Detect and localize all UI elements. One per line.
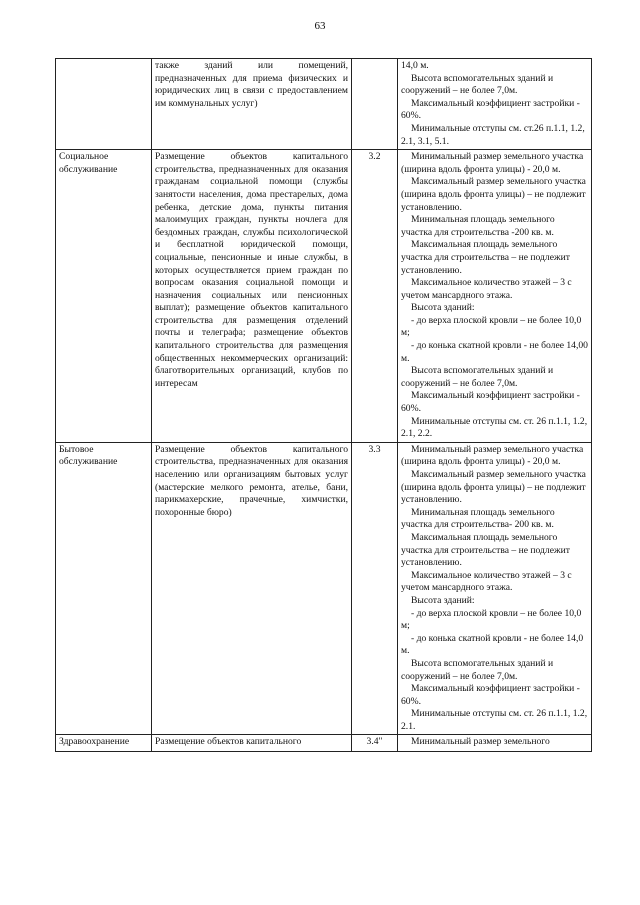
use-description: Размещение объектов капитального строительства, предназначенных для оказания населению или организациям бытовых услуг (мастерские мелкого ремонта, ателье, бани, парикмахерские, прачечные, химчистки, похоронные бюро) [152,442,352,735]
parameter-line: - до конька скатной кровли - не более 14,00 м. [401,340,588,364]
parameter-line: Минимальная площадь земельного участка для строительства- 200 кв. м. [401,506,555,531]
use-description: Размещение объектов капитального [152,735,352,752]
parameter-line: Высота вспомогательных зданий и сооружений – не более 7,0м. [401,72,554,97]
parameter-line: Максимальная площадь земельного участка для строительства – не подлежит установлению. [401,531,570,569]
parameter-line: Высота зданий: [411,302,475,314]
parameter-line: Минимальные отступы см. ст. 26 п.1.1, 1.2, 2.1. [401,708,588,732]
parameter-line: Максимальный коэффициент застройки - 60%. [401,390,580,415]
parameter-line: - до верха плоской кровли – не более 10,0 м; [401,607,582,632]
use-code: 3.3 [352,442,398,735]
table-row [56,59,592,150]
use-type-name: Здравоохранение [56,735,152,752]
parameter-line: Максимальное количество этажей – 3 с учетом мансардного этажа. [401,569,572,594]
zoning-table [55,58,592,752]
table-row [56,150,592,443]
parameter-line: Высота вспомогательных зданий и сооружений – не более 7,0м. [401,657,554,682]
use-type-name: Бытовое обслуживание [56,442,152,735]
parameter-line: - до конька скатной кровли - не более 14,0 м. [401,632,584,657]
parameter-line: Минимальный размер земельного участка (ширина вдоль фронта улицы) - 20,0 м. [401,443,584,468]
parameter-line: Максимальное количество этажей – 3 с учетом мансардного этажа. [401,277,572,301]
parameter-line: Минимальная площадь земельного участка для строительства -200 кв. м. [401,214,555,238]
parameter-line: Минимальный размер земельного [411,736,550,748]
parameter-line: Максимальный размер земельного участка (ширина вдоль фронта улицы) – не подлежит установлению. [401,176,586,213]
table-row [56,735,592,752]
use-code [352,59,398,150]
parameter-line: Максимальный коэффициент застройки - 60%. [401,683,580,707]
parameters-cell [398,442,592,735]
parameter-line: 14,0 м. [401,60,429,71]
parameters-cell [398,59,592,150]
parameter-line: Высота зданий: [411,594,475,606]
parameter-line: - до верха плоской кровли – не более 10,0 м; [401,314,582,339]
use-code: 3.2 [352,150,398,443]
table-row [56,442,592,735]
parameter-line: Минимальный размер земельного участка (ширина вдоль фронта улицы) - 20,0 м. [401,151,584,175]
parameter-line: Максимальный размер земельного участка (ширина вдоль фронта улицы) – не подлежит установлению. [401,469,586,506]
parameter-line: Максимальная площадь земельного участка для строительства – не подлежит установлению. [401,239,570,276]
parameter-line: Максимальный коэффициент застройки - 60%. [401,97,580,122]
parameter-line: Минимальные отступы см. ст. 26 п.1.1, 1.2, 2.1, 2.2. [401,415,588,440]
parameters-cell [398,150,592,443]
use-type-name: Социальное обслуживание [56,150,152,443]
use-description: также зданий или помещений, предназначенных для приема физических и юридических лиц в связи с предоставлением им коммунальных услуг) [152,59,352,150]
use-type-name [56,59,152,150]
use-description: Размещение объектов капитального строительства, предназначенных для оказания гражданам социальной помощи (службы занятости населения, дома престарелых, дома ребенка, детские дома, пункты питания малоимущих граждан, пункты ночлега для бездомных граждан, службы психологической и бесплатной юридической помощи, социальные, пенсионные и иные службы, в которых осуществляется прием граждан по вопросам оказания социальной помощи и назначения социальных или пенсионных выплат); размещение объектов капитального строительства для размещения отделений почты и телеграфа; размещение объектов капитального строительства для размещения общественных некоммерческих организаций: благотворительных организаций, клубов по интересам [152,150,352,443]
use-code: 3.4" [352,735,398,752]
parameter-line: Высота вспомогательных зданий и сооружений – не более 7,0м. [401,365,554,389]
parameter-line: Минимальные отступы см. ст.26 п.1.1, 1.2, 2.1, 3.1, 5.1. [401,122,585,147]
page-number: 63 [314,20,326,32]
parameters-cell [398,735,592,752]
